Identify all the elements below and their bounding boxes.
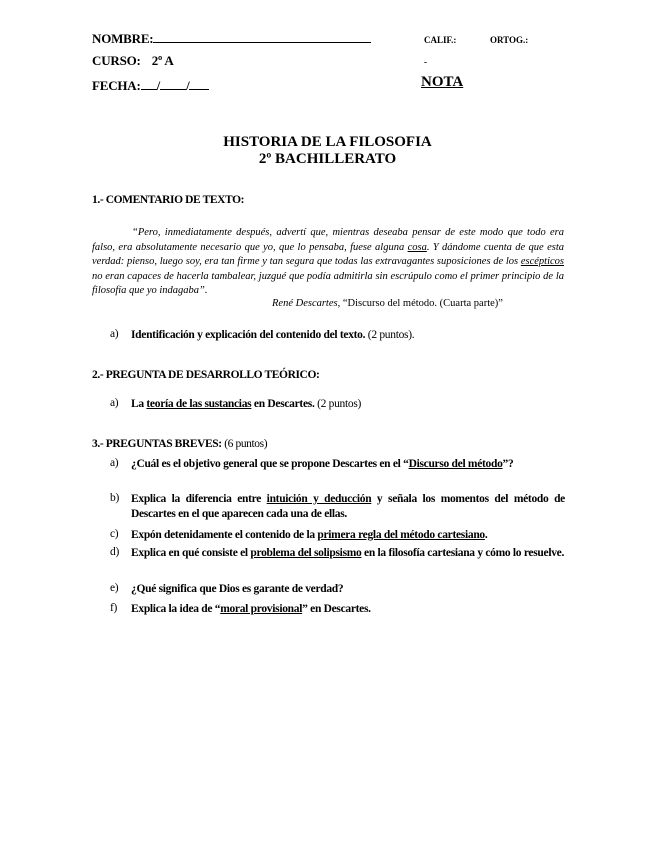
- date-label: FECHA:: [92, 78, 141, 93]
- course-value: 2º A: [151, 53, 174, 68]
- question-b: b) Explica la diferencia entre intuición y deducción y señala los momentos del método de Descartes en el que aparecen cada una de ellas.: [110, 492, 565, 520]
- ortog-label: ORTOG.:: [490, 35, 529, 45]
- date-day-line: [141, 77, 157, 90]
- section2-item-a: a) La teoría de las sustancias en Descartes. (2 puntos): [110, 397, 362, 410]
- date-separator: /: [186, 78, 190, 93]
- question-f: f) Explica la idea de “moral provisional” en Descartes.: [110, 602, 371, 615]
- name-blank-line: [153, 30, 371, 43]
- section2-heading: 2.- PREGUNTA DE DESARROLLO TEÓRICO:: [92, 369, 320, 381]
- course-label: CURSO:: [92, 53, 141, 68]
- name-label: NOMBRE:: [92, 31, 154, 46]
- question-a: a) ¿Cuál es el objetivo general que se propone Descartes en el “Discurso del método”?: [110, 457, 514, 470]
- course-field: [92, 53, 174, 69]
- section1-item-a: a) Identificación y explicación del contenido del texto. (2 puntos).: [110, 328, 415, 341]
- date-year-line: [189, 77, 209, 90]
- dash-mark: -: [424, 57, 427, 67]
- nota-label: NOTA: [421, 74, 464, 90]
- question-c: c) Expón detenidamente el contenido de la primera regla del método cartesiano.: [110, 528, 488, 541]
- source-text: , “Discurso del método. (Cuarta parte)”: [337, 298, 503, 309]
- question-e: e) ¿Qué significa que Dios es garante de verdad?: [110, 582, 344, 595]
- section3-heading: 3.- PREGUNTAS BREVES: (6 puntos): [92, 438, 268, 450]
- question-d: d) Explica en qué consiste el problema del solipsismo en la filosofía cartesiana y cómo lo resuelve.: [110, 546, 565, 559]
- calif-label: CALIF.:: [424, 35, 457, 45]
- name-field: [92, 30, 371, 47]
- date-field: [92, 77, 209, 94]
- quote-attribution: [272, 298, 503, 309]
- quote-text: “Pero, inmediatamente después, advertí que, mientras deseaba pensar de este modo que todo era falso, era absolutamente necesario que yo, que lo pensaba, fuese alguna cosa. Y dándome cuenta de que esta verdad: pienso, luego soy, era tan firme y tan segura que todas las extravagantes suposiciones de los escépticos no eran capaces de hacerla tambalear, juzgué que podía admitirla sin escrúpulo como el primer principio de la filosofía que yo indagaba”.: [92, 227, 564, 296]
- date-separator: /: [156, 78, 161, 93]
- author-name: René Descartes: [272, 298, 338, 309]
- page-title: HISTORIA DE LA FILOSOFIA: [223, 134, 432, 150]
- section1-heading: 1.- COMENTARIO DE TEXTO:: [92, 194, 245, 206]
- page-subtitle: 2º BACHILLERATO: [258, 151, 397, 167]
- date-month-line: [160, 77, 186, 90]
